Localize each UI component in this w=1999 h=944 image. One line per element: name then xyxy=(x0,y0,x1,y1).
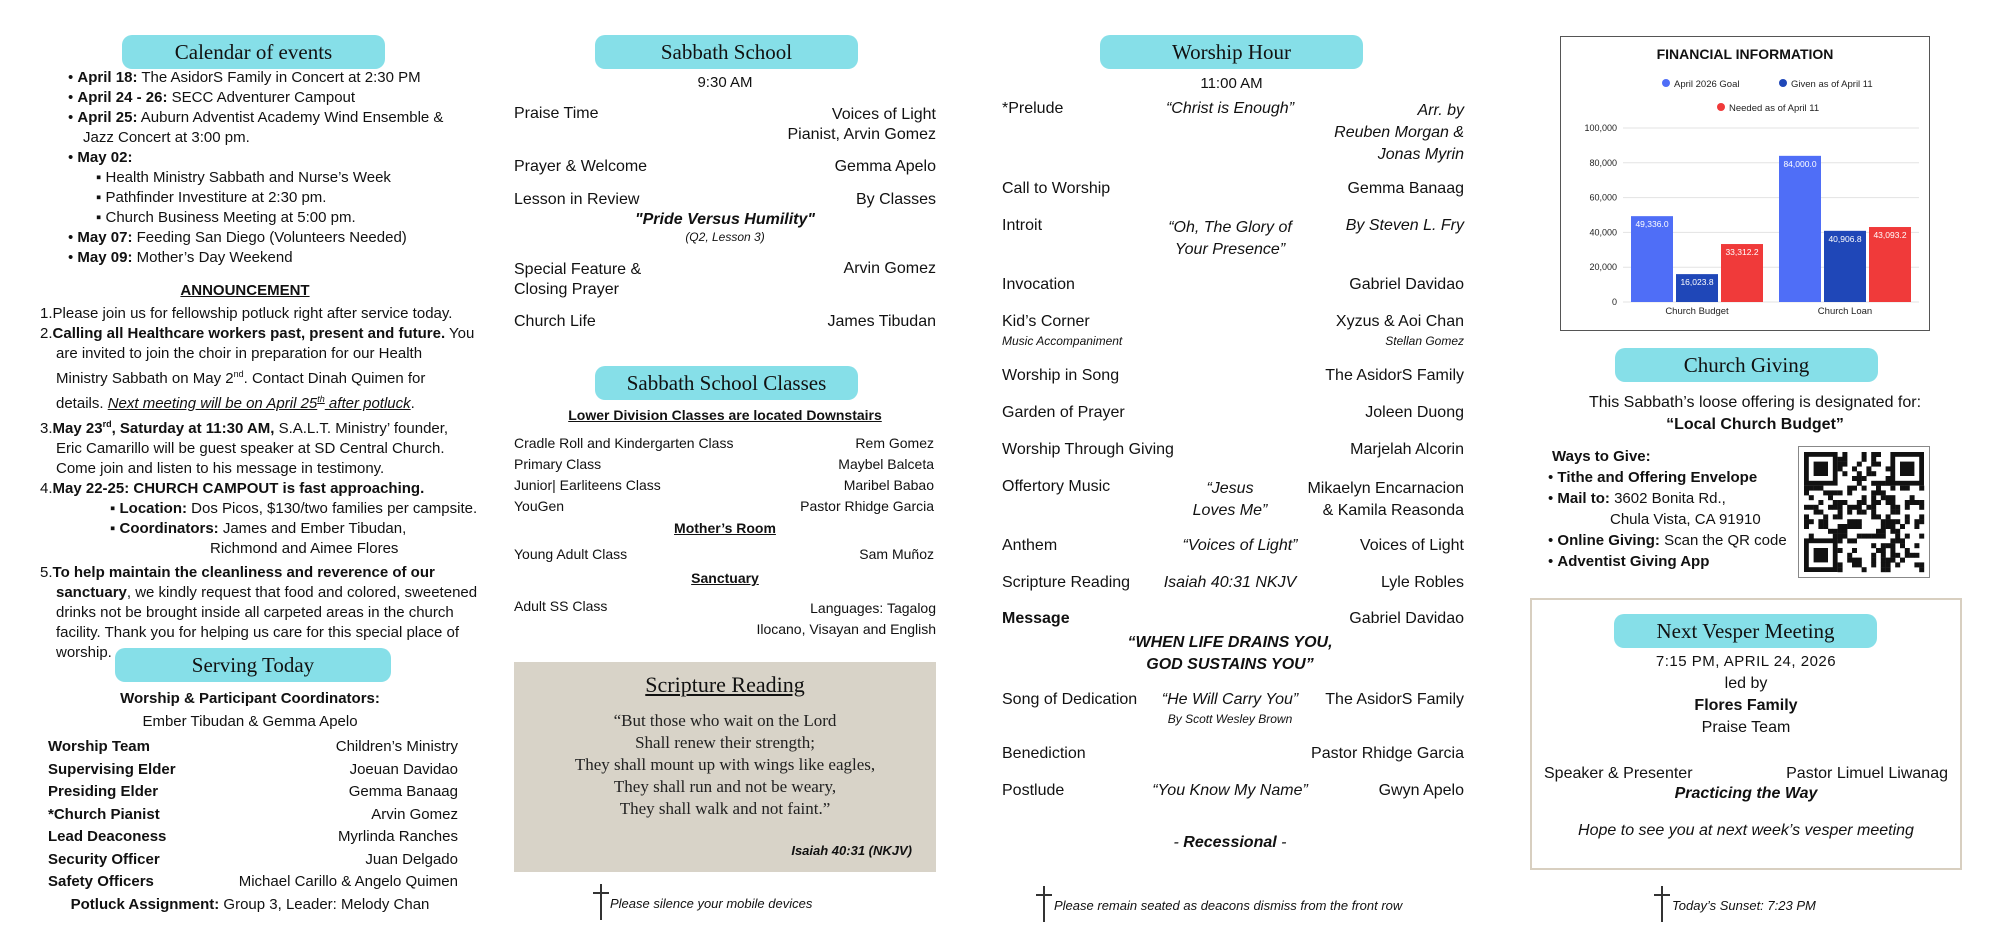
column-calendar xyxy=(0,0,490,944)
special-name: Arvin Gomez xyxy=(843,260,936,277)
offertory-label: Offertory Music xyxy=(1002,478,1111,495)
kids-sub: Music Accompaniment xyxy=(1002,334,1123,348)
potluck-assignment: Potluck Assignment: Group 3, Leader: Melody Chan xyxy=(70,896,430,913)
chart-legend xyxy=(1662,79,1873,114)
calendar-item: • May 07: Feeding San Diego (Volunteers Needed) xyxy=(68,229,407,246)
legend-swatch xyxy=(1717,103,1725,111)
worship-time: 11:00 AM xyxy=(1200,75,1263,92)
introit-label: Introit xyxy=(1002,217,1043,234)
calendar-sub-item: ▪ Health Ministry Sabbath and Nurse’s Week xyxy=(96,169,391,186)
class-row: Cradle Roll and Kindergarten Class Rem Gomez xyxy=(514,435,934,451)
mothers-heading: Mother’s Room xyxy=(674,520,776,536)
serving-row: Safety Officers Michael Carillo & Angelo Quimen xyxy=(48,873,458,890)
announcement-line: facility. Thank you for helping us care for this special place of xyxy=(56,624,459,641)
invocation-label: Invocation xyxy=(1002,276,1075,293)
announcement-line: worship. xyxy=(56,644,112,661)
garden-name: Joleen Duong xyxy=(1365,404,1464,421)
x-category-label: Church Loan xyxy=(1817,306,1873,317)
announcement-item: 4.May 22-25: CHURCH CAMPOUT is fast approaching. xyxy=(40,480,425,497)
adult-right: Languages: Tagalog Ilocano, Visayan and English xyxy=(756,600,936,637)
kids-name2: Stellan Gomez xyxy=(1385,334,1464,348)
invocation-name: Gabriel Davidao xyxy=(1349,276,1464,293)
prelude-song: “Christ is Enough” xyxy=(1165,100,1295,117)
announcement-line: Richmond and Aimee Flores xyxy=(210,540,399,557)
calendar-item: • May 09: Mother’s Day Weekend xyxy=(68,249,293,266)
ways-item-cont: Chula Vista, CA 91910 xyxy=(1610,511,1761,528)
calendar-list xyxy=(68,68,488,268)
speaker-label: Speaker & Presenter xyxy=(1544,765,1693,782)
column-finance xyxy=(1520,0,1999,944)
chart-bars xyxy=(1631,156,1911,302)
anthem-song: “Voices of Light” xyxy=(1182,537,1298,554)
praise-label: Praise Time xyxy=(514,105,599,122)
vesper-hope: Hope to see you at next week’s vesper meeting xyxy=(1578,822,1914,839)
dedication-name: The AsidorS Family xyxy=(1325,691,1464,708)
garden-label: Garden of Prayer xyxy=(1002,404,1125,421)
lesson-title: "Pride Versus Humility" xyxy=(635,211,815,228)
serving-title: Serving Today xyxy=(115,648,391,682)
ways-item: • Tithe and Offering Envelope xyxy=(1548,469,1758,486)
reading-label: Scripture Reading xyxy=(1002,574,1131,591)
x-category-label: Church Budget xyxy=(1665,306,1729,317)
class-row: Junior| Earliteens Class Maribel Babao xyxy=(514,477,934,493)
message-label: Message xyxy=(1002,610,1070,627)
introit-name: By Steven L. Fry xyxy=(1345,217,1464,234)
serving-row: Security Officer Juan Delgado xyxy=(48,850,458,868)
legend-label: Needed as of April 11 xyxy=(1729,103,1820,114)
life-label: Church Life xyxy=(514,313,596,330)
speaker-name: Pastor Limuel Liwanag xyxy=(1786,765,1948,782)
calendar-item: • April 24 - 26: SECC Adventurer Campout xyxy=(68,89,356,106)
church-giving-title: Church Giving xyxy=(1615,348,1878,382)
y-tick-label: 80,000 xyxy=(1589,157,1617,168)
y-tick-label: 100,000 xyxy=(1584,123,1617,133)
serving-list xyxy=(48,736,458,894)
vesper-family: Flores Family xyxy=(1694,697,1798,714)
y-tick-label: 40,000 xyxy=(1589,227,1617,238)
announcement-item: 3.May 23rd, Saturday at 11:30 AM, S.A.L.T. Ministry’ founder, xyxy=(40,419,449,437)
benediction-name: Pastor Rhidge Garcia xyxy=(1311,745,1464,762)
cross-icon xyxy=(1036,886,1052,922)
cross-icon xyxy=(1654,886,1670,922)
qr-code[interactable] xyxy=(1798,446,1930,578)
ways-item: • Online Giving: Scan the QR code xyxy=(1548,532,1787,549)
ways-to-give xyxy=(1548,446,1808,572)
announcement-line: details. Next meeting will be on April 25th after potluck. xyxy=(56,394,415,412)
offertory-song: “Jesus Loves Me” xyxy=(1192,480,1268,519)
calendar-title: Calendar of events xyxy=(122,35,385,69)
announcement-item: 1.Please join us for fellowship potluck right after service today. xyxy=(40,305,453,322)
legend-label: April 2026 Goal xyxy=(1674,79,1740,90)
prayer-name: Gemma Apelo xyxy=(834,158,936,175)
announcement-line: are invited to join the choir in preparation for our Health xyxy=(56,345,423,362)
offertory-names: Mikaelyn Encarnacion & Kamila Reasonda xyxy=(1307,480,1464,519)
sunset-note: Today’s Sunset: 7:23 PM xyxy=(1672,898,1816,913)
cross-icon xyxy=(593,884,609,920)
legend-swatch xyxy=(1662,79,1670,87)
adult-label: Adult SS Class xyxy=(514,598,608,614)
serving-row: *Church Pianist Arvin Gomez xyxy=(48,805,458,823)
dedication-label: Song of Dedication xyxy=(1002,691,1138,708)
announcement-line: sanctuary, we kindly request that food and colored, sweetened xyxy=(56,584,478,601)
lesson-sub: (Q2, Lesson 3) xyxy=(685,230,765,244)
serving-row: Supervising Elder Joeuan Davidao xyxy=(48,760,458,778)
announcement-item: 5.To help maintain the cleanliness and reverence of our xyxy=(40,564,435,581)
y-tick-label: 0 xyxy=(1611,297,1617,307)
scripture-ref: Isaiah 40:31 (NKJV) xyxy=(791,843,912,858)
anthem-name: Voices of Light xyxy=(1359,537,1464,554)
calendar-item: • May 02: xyxy=(68,149,133,166)
giving-label: Worship Through Giving xyxy=(1002,441,1174,458)
chart-title: FINANCIAL INFORMATION xyxy=(1656,46,1834,62)
announcement-title: ANNOUNCEMENT xyxy=(180,282,310,299)
bar xyxy=(1779,156,1821,302)
giving-line1: This Sabbath’s loose offering is designated for: xyxy=(1588,394,1922,411)
praise-right: Voices of Light Pianist, Arvin Gomez xyxy=(787,106,936,143)
postlude-song: “You Know My Name” xyxy=(1152,782,1308,799)
legend-swatch xyxy=(1779,79,1787,87)
column-sabbath-school xyxy=(500,0,950,944)
serving-row: Lead Deaconess Myrlinda Ranches xyxy=(48,828,458,845)
call-label: Call to Worship xyxy=(1002,180,1111,197)
postlude-name: Gwyn Apelo xyxy=(1378,782,1464,799)
financial-chart-svg xyxy=(1561,37,1929,330)
scripture-text: “But those who wait on the Lord Shall renew their strength; They shall mount up with wings like eagles, They shall run and not be weary, They shall walk and not faint.” xyxy=(574,711,876,818)
column-worship-hour xyxy=(990,0,1470,944)
lesson-label: Lesson in Review xyxy=(514,191,640,208)
classes-title: Sabbath School Classes xyxy=(595,366,858,400)
ways-item: • Mail to: 3602 Bonita Rd., xyxy=(1548,490,1726,507)
announcement-list xyxy=(40,304,490,663)
message-title: “WHEN LIFE DRAINS YOU, GOD SUSTAINS YOU” xyxy=(1127,634,1333,673)
prelude-label: *Prelude xyxy=(1002,100,1064,117)
scripture-title: Scripture Reading xyxy=(645,672,805,697)
dedication-by: By Scott Wesley Brown xyxy=(1167,712,1293,726)
serving-row: Presiding Elder Gemma Banaag xyxy=(48,783,458,800)
sanctuary-heading: Sanctuary xyxy=(691,570,759,586)
young-teacher: Sam Muñoz xyxy=(859,546,934,562)
announcement-line: Eric Camarillo will be guest speaker at SD Central Church. xyxy=(56,440,445,457)
bar-value-label: 33,312.2 xyxy=(1725,247,1759,258)
recessional: - Recessional - xyxy=(1173,834,1287,851)
calendar-item: • April 25: Auburn Adventist Academy Wind Ensemble & xyxy=(68,109,444,126)
special-label: Special Feature & Closing Prayer xyxy=(514,261,642,298)
coordinators-label: Worship & Participant Coordinators: xyxy=(120,690,380,707)
message-name: Gabriel Davidao xyxy=(1349,610,1464,627)
serving-row: Worship Team Children’s Ministry xyxy=(48,738,458,755)
benediction-label: Benediction xyxy=(1002,745,1086,762)
footer-note: Please remain seated as deacons dismiss from the front row xyxy=(1054,898,1403,913)
calendar-item-cont: Jazz Concert at 3:00 pm. xyxy=(83,129,250,146)
prelude-arr: Arr. by Reuben Morgan & Jonas Myrin xyxy=(1334,102,1464,163)
footer-note: Please silence your mobile devices xyxy=(610,896,813,911)
financial-chart xyxy=(1560,36,1930,331)
announcement-line: ▪ Coordinators: James and Ember Tibudan, xyxy=(110,520,407,537)
calendar-sub-item: ▪ Church Business Meeting at 5:00 pm. xyxy=(96,209,356,226)
y-tick-label: 60,000 xyxy=(1589,192,1617,203)
bar-value-label: 16,023.8 xyxy=(1680,277,1714,288)
vesper-team: Praise Team xyxy=(1701,719,1791,736)
bar-value-label: 49,336.0 xyxy=(1635,219,1669,230)
scripture-box xyxy=(514,662,936,872)
kids-name: Xyzus & Aoi Chan xyxy=(1335,313,1464,330)
announcement-line: Ministry Sabbath on May 2nd. Contact Dinah Quimen for xyxy=(56,369,426,387)
reading-name: Lyle Robles xyxy=(1380,574,1464,591)
bar-value-label: 84,000.0 xyxy=(1783,158,1817,169)
song-label: Worship in Song xyxy=(1002,367,1120,384)
class-row: YouGen Pastor Rhidge Garcia xyxy=(514,498,934,514)
qr-code-icon xyxy=(1799,447,1929,577)
giving-name: Marjelah Alcorin xyxy=(1350,441,1464,458)
introit-song: “Oh, The Glory of Your Presence” xyxy=(1168,219,1292,258)
announcement-item: 2.Calling all Healthcare workers past, present and future. You xyxy=(40,325,475,342)
announcement-line: drinks not be brought inside all carpeted areas in the church xyxy=(56,604,454,621)
calendar-item: • April 18: The AsidorS Family in Concert at 2:30 PM xyxy=(68,69,421,86)
dedication-song: “He Will Carry You” xyxy=(1161,691,1299,708)
sabbath-school-time: 9:30 AM xyxy=(697,74,753,91)
vesper-date: 7:15 PM, APRIL 24, 2026 xyxy=(1655,653,1837,670)
lesson-name: By Classes xyxy=(855,191,936,208)
ways-title: Ways to Give: xyxy=(1552,448,1651,465)
giving-line2: “Local Church Budget” xyxy=(1666,416,1844,433)
postlude-label: Postlude xyxy=(1002,782,1065,799)
song-name: The AsidorS Family xyxy=(1325,367,1464,384)
life-name: James Tibudan xyxy=(827,313,936,330)
kids-label: Kid’s Corner xyxy=(1002,313,1090,330)
vesper-box xyxy=(1530,598,1962,870)
y-tick-label: 20,000 xyxy=(1589,262,1617,273)
sabbath-school-title: Sabbath School xyxy=(595,35,858,69)
ways-item: • Adventist Giving App xyxy=(1548,553,1710,570)
reading-ref: Isaiah 40:31 NKJV xyxy=(1163,574,1297,591)
lower-heading: Lower Division Classes are located Downstairs xyxy=(568,407,882,423)
vesper-topic: Practicing the Way xyxy=(1674,785,1818,802)
call-name: Gemma Banaag xyxy=(1347,180,1464,197)
prayer-label: Prayer & Welcome xyxy=(514,158,648,175)
vesper-title: Next Vesper Meeting xyxy=(1614,614,1877,648)
announcement-line: Come join and listen to his message in testimony. xyxy=(56,460,385,477)
worship-title: Worship Hour xyxy=(1100,35,1363,69)
anthem-label: Anthem xyxy=(1002,537,1058,554)
young-label: Young Adult Class xyxy=(514,546,628,562)
class-row: Primary Class Maybel Balceta xyxy=(514,456,934,472)
announcement-line: ▪ Location: Dos Picos, $130/two families per campsite. xyxy=(110,500,478,517)
bar-value-label: 40,906.8 xyxy=(1828,233,1862,244)
bar-value-label: 43,093.2 xyxy=(1873,230,1907,241)
coordinators-names: Ember Tibudan & Gemma Apelo xyxy=(142,713,358,730)
legend-label: Given as of April 11 xyxy=(1791,79,1873,90)
vesper-led: led by xyxy=(1724,675,1768,692)
calendar-sub-item: ▪ Pathfinder Investiture at 2:30 pm. xyxy=(96,189,327,206)
lower-classes xyxy=(514,433,934,517)
